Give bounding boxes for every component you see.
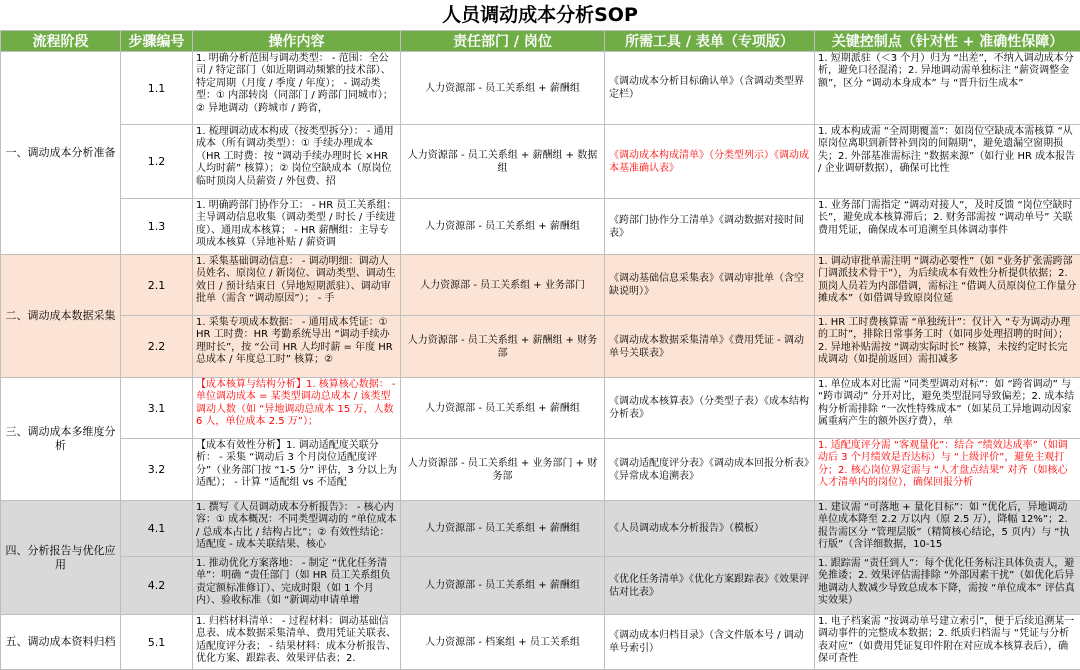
step-number: 3.2: [121, 439, 193, 501]
step-number: 1.3: [121, 199, 193, 255]
stage-cell: 一、调动成本分析准备: [1, 52, 121, 255]
tool-text: 《人员调动成本分析报告》（模板）: [605, 501, 815, 557]
control-point-text: 1. 单位成本对比需 “同类型调动对标”：如 “跨省调动” 与 “跨市调动” 分开对比，避免类型混同导致偏差；2. 成本结构分析需排除 “一次性特殊成本”（如某员工异地调动因家属重病产生的额外医疗费），单: [815, 378, 1080, 438]
control-point-text: 1. 建议需 “可落地 + 量化目标”：如 “优化后，异地调动单位成本降至 2.2 万以内（原 2.5 万），降幅 12%”；2. 报告需区分 “管理层版”（精简核心结论，5 页内）与 “执行版”（含详细数据，10-15: [815, 501, 1080, 556]
stage-cell: 四、分析报告与优化应用: [1, 501, 121, 615]
department-text: 人力资源部 - 员工关系组 + 薪酬组 + 财务部: [401, 316, 605, 378]
operation-text: 1. 采集基础调动信息： - 调动明细：调动人员姓名、原岗位 / 新岗位、调动类型、调动生效日 / 预计结束日（异地短期派驻）、调动审批单（需含 “调动原因”）； - 手: [193, 255, 400, 315]
step-number: 1.1: [121, 52, 193, 125]
step-number: 1.2: [121, 125, 193, 199]
header-step: 步骤编号: [121, 31, 193, 52]
operation-text: 1. 明确跨部门协作分工： - HR 员工关系组：主导调动信息收集（调动类型 / 时长 / 手续进度）、通用成本核算； - HR 薪酬组：主导专项成本核算（异地补贴 / 薪资调: [193, 199, 400, 254]
control-point-text: 1. 电子档案需 “按调动单号建立索引”，便于后续追溯某一调动事件的完整成本数据；2. 纸质归档需与 “凭证与分析表对应”（如费用凭证复印件附在对应成本核算表后），确保可查性: [815, 615, 1080, 669]
table-row: [1, 378, 1080, 439]
control-point-text: 1. 业务部门需指定 “调动对接人”，及时反馈 “岗位空缺时长”，避免成本核算滞后；2. 财务部需按 “调动单号” 关联费用凭证，确保成本可追溯至具体调动事件: [815, 199, 1080, 254]
department-text: 人力资源部 - 员工关系组 + 薪酬组: [401, 199, 605, 255]
operation-text: 1. 推动优化方案落地： - 制定 “优化任务清单”：明确 “责任部门（如 HR 员工关系组负责定额标准修订）、完成时限（如 1 个月内）、验收标准（如 “新调动申请单增: [193, 557, 400, 614]
step-number: 5.1: [121, 615, 193, 670]
tool-text: 《调动成本数据采集清单》《费用凭证 - 调动单号关联表》: [605, 316, 815, 378]
tool-text: 《跨部门协作分工清单》《调动数据对接时间表》: [605, 199, 815, 255]
tool-text: 《调动基础信息采集表》《调动审批单（含空缺说明）》: [605, 255, 815, 316]
operation-text: 1. 明确分析范围与调动类型： - 范围：全公司 / 特定部门（如近期调动频繁的技术部）、特定周期（月度 / 季度 / 年度）； - 调动类型：① 内部转岗（同部门 / 跨部门同城市）； ② 异地调动（跨城市 / 跨省，: [193, 52, 400, 124]
table-row: [1, 557, 1080, 615]
header-operation: 操作内容: [193, 31, 401, 52]
control-point-text: 1. HR 工时费核算需 “单独统计”：仅计入 “专为调动办理的工时”，排除日常事务工时（如同步处理招聘的时间）；2. 异地补贴需按 “调动实际时长” 核算，未按约定时长完成调动（如提前返回）需扣减多: [815, 316, 1080, 377]
control-point-text: 1. 短期派驻（＜3 个月）归为 “出差”，不纳入调动成本分析，避免口径混淆；2. 异地调动需单独标注 “薪资调整金额”，区分 “调动本身成本” 与 “晋升衍生成本”: [815, 52, 1080, 124]
step-number: 2.1: [121, 255, 193, 316]
tool-text: 《调动成本分析目标确认单》（含调动类型界定栏）: [605, 52, 815, 125]
tool-text: 《调动适配度评分表》《调动成本回报分析表》《异常成本追溯表》: [605, 439, 815, 501]
control-point-text: 1. 跟踪需 “责任到人”：每个优化任务标注具体负责人，避免推诿；2. 效果评估需排除 “外部因素干扰”（如优化后异地调动人数减少导致总成本下降，需按 “单位成本” 评估真实效果）: [815, 557, 1080, 614]
department-text: 人力资源部 - 员工关系组 + 业务部门: [401, 255, 605, 316]
table-row: [1, 316, 1080, 378]
table-row: [1, 501, 1080, 557]
department-text: 人力资源部 - 员工关系组 + 薪酬组: [401, 501, 605, 557]
step-number: 2.2: [121, 316, 193, 378]
table-row: [1, 615, 1080, 670]
department-text: 人力资源部 - 员工关系组 + 薪酬组: [401, 378, 605, 439]
table-row: [1, 255, 1080, 316]
stage-cell: 五、调动成本资料归档: [1, 615, 121, 670]
stage-cell: 二、调动成本数据采集: [1, 255, 121, 378]
tool-text: 《调动成本构成清单》（分类型列示）《调动成本基准确认表》: [605, 125, 815, 199]
tool-text: 《调动成本核算表》（分类型子表）《成本结构分析表》: [605, 378, 815, 439]
department-text: 人力资源部 - 员工关系组 + 业务部门 + 财务部: [401, 439, 605, 501]
operation-text: 1. 采集专项成本数据： - 通用成本凭证：① HR 工时费：HR 考勤系统导出 “调动手续办理时长”，按 “公司 HR 人均时薪 = 年度 HR 总成本 / 年度总工时” 核算；②: [193, 316, 400, 377]
page-title: 人员调动成本分析SOP: [0, 0, 1080, 30]
step-number: 3.1: [121, 378, 193, 439]
header-department: 责任部门 / 岗位: [401, 31, 605, 52]
table-row: [1, 199, 1080, 255]
header-tools: 所需工具 / 表单（专项版）: [605, 31, 815, 52]
header-stage: 流程阶段: [1, 31, 121, 52]
department-text: 人力资源部 - 员工关系组 + 薪酬组 + 数据组: [401, 125, 605, 199]
step-number: 4.2: [121, 557, 193, 615]
table-row: [1, 125, 1080, 199]
table-row: [1, 439, 1080, 501]
table-row: [1, 52, 1080, 125]
tool-text: 《优化任务清单》《优化方案跟踪表》《效果评估对比表》: [605, 557, 815, 615]
step-number: 4.1: [121, 501, 193, 557]
department-text: 人力资源部 - 员工关系组 + 薪酬组: [401, 557, 605, 615]
operation-text: 【成本有效性分析】1. 调动适配度关联分析： - 采集 “调动后 3 个月岗位适配度评分”（业务部门按 “1-5 分” 评估，3 分以上为适配）； - 计算 “适配组 vs 不适配: [193, 439, 400, 500]
department-text: 人力资源部 - 员工关系组 + 薪酬组: [401, 52, 605, 125]
sop-table: [0, 30, 1080, 670]
tool-text: 《调动成本归档目录》（含文件版本号 / 调动单号索引）: [605, 615, 815, 670]
header-row: [1, 31, 1080, 52]
control-point-text: 1. 成本构成需 “全周期覆盖”：如岗位空缺成本需核算 “从原岗位离职到新替补到岗的间隔期”，避免遗漏空窗期损失；2. 外部基准需标注 “数据来源”（如行业 HR 成本报告 / 企业调研数据），确保可比性: [815, 125, 1080, 198]
stage-cell: 三、调动成本多维度分析: [1, 378, 121, 501]
header-control-points: 关键控制点（针对性 + 准确性保障）: [815, 31, 1080, 52]
operation-text: 1. 归档材料清单： - 过程材料：调动基础信息表、成本数据采集清单、费用凭证关联表、适配度评分表； - 结果材料：成本分析报告、优化方案、跟踪表、效果评估表；2.: [193, 615, 400, 669]
operation-text: 1. 梳理调动成本构成（按类型拆分）： - 通用成本（所有调动类型）：① 手续办理成本（HR 工时费：按 “调动手续办理时长 ×HR 人均时薪” 核算）；② 岗位空缺成本（原岗位临时顶岗人员薪资 / 外包费、招: [193, 125, 400, 198]
operation-text: 【成本核算与结构分析】1. 核算核心数据： - 单位调动成本 = 某类型调动总成本 / 该类型调动人数（如 “异地调动总成本 15 万，人数 6 人，单位成本 2.5 万”）；: [193, 378, 400, 438]
control-point-text: 1. 适配度评分需 “客观量化”：结合 “绩效达成率”（如调动后 3 个月绩效是否达标）与 “上级评价”，避免主观打分；2. 核心岗位界定需与 “人才盘点结果” 对齐（如核心人才清单内的岗位），确保回报分析: [815, 439, 1080, 500]
operation-text: 1. 撰写《人员调动成本分析报告》： - 核心内容：① 成本概况：不同类型调动的 “单位成本 / 总成本占比 / 结构占比”；② 有效性结论：适配度 - 成本关联结果、核心: [193, 501, 400, 556]
control-point-text: 1. 调动审批单需注明 “调动必要性”（如 “业务扩张需跨部门调派技术骨干”），为后续成本有效性分析提供依据；2. 顶岗人员若为内部借调，需标注 “借调人员原岗位工作量分摊成本”（如借调导致原岗位延: [815, 255, 1080, 315]
department-text: 人力资源部 - 档案组 + 员工关系组: [401, 615, 605, 670]
